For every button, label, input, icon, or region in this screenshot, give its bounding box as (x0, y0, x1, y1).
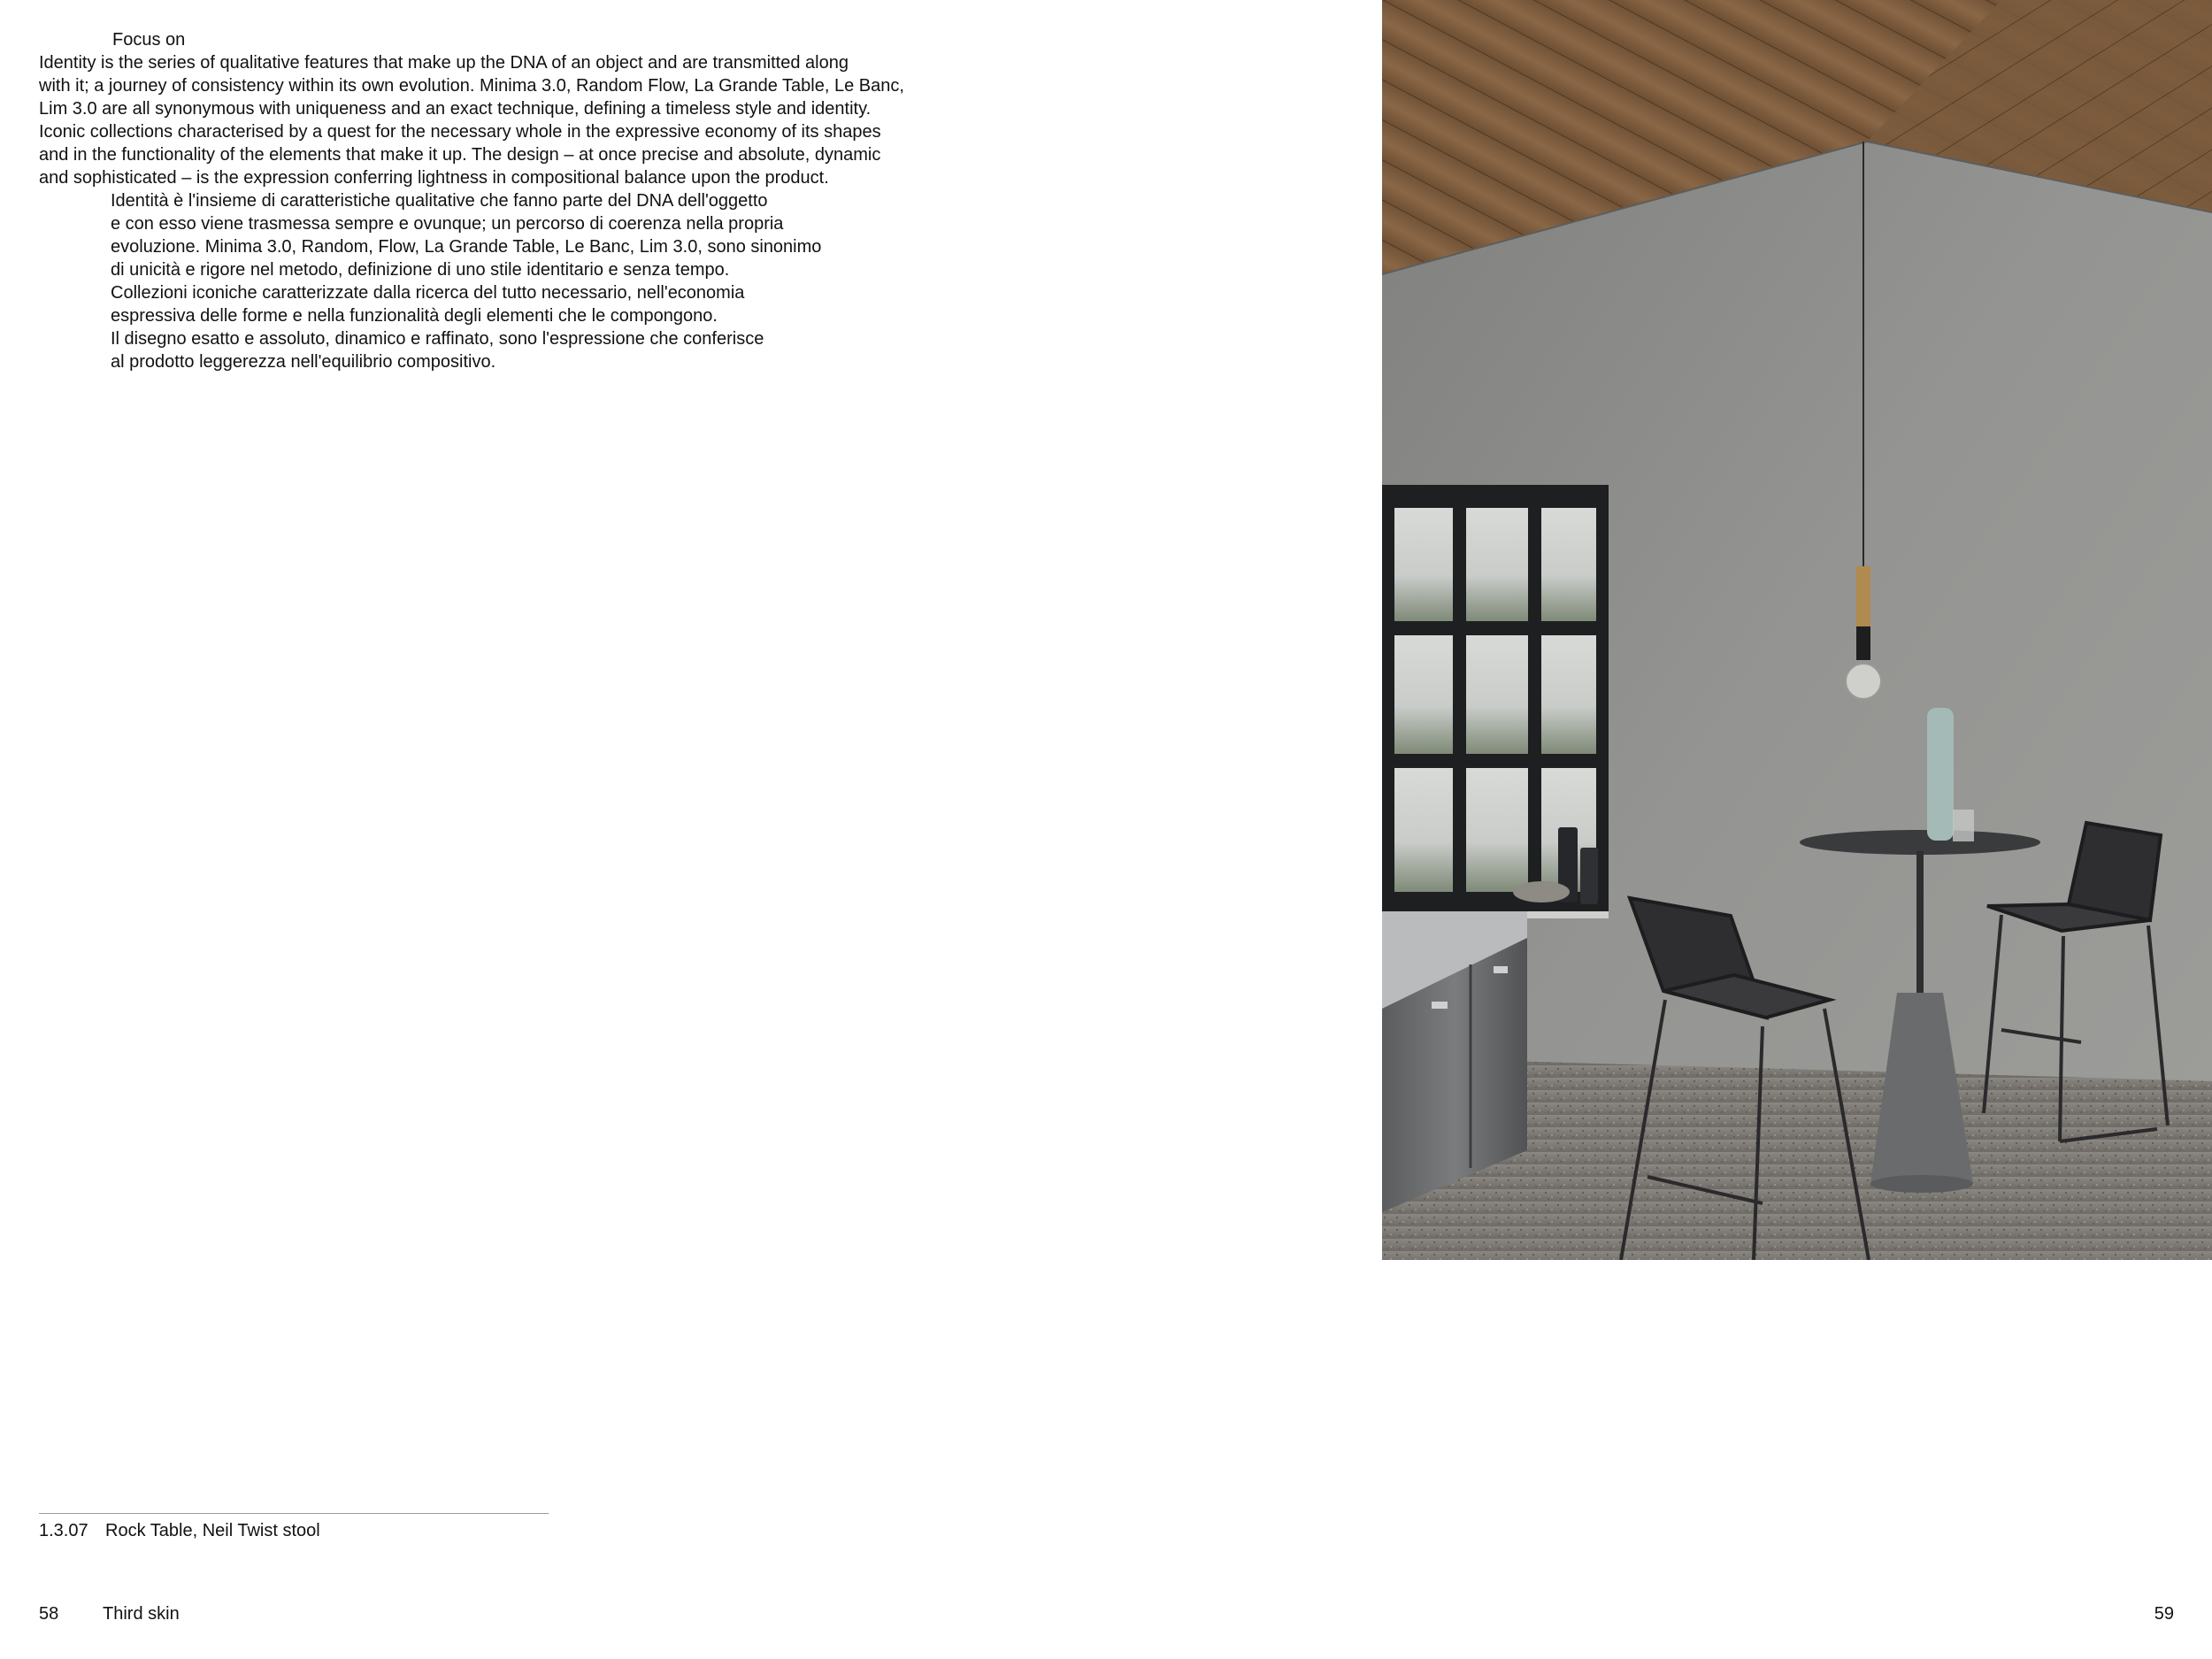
english-body-text (39, 51, 950, 189)
caption-text: Rock Table, Neil Twist stool (105, 1521, 320, 1540)
section-heading: Focus on (112, 30, 186, 50)
section-title: Third skin (103, 1604, 180, 1624)
right-page-number: 59 (2154, 1604, 2174, 1624)
italian-line: Il disegno esatto e assoluto, dinamico e raffinato, sono l'espressione che conferisce (111, 329, 764, 349)
interior-photo (1382, 0, 2212, 1260)
english-line: with it; a journey of consistency within its own evolution. Minima 3.0, Random Flow, La Grande Table, Le Banc, (39, 76, 904, 96)
english-line: Iconic collections characterised by a quest for the necessary whole in the expressive economy of its shapes (39, 122, 881, 142)
left-page-footer (39, 1602, 180, 1625)
glass-bottle (1927, 708, 1954, 841)
italian-line: di unicità e rigore nel metodo, definizione di uno stile identitario e senza tempo. (111, 260, 730, 280)
italian-line: evoluzione. Minima 3.0, Random, Flow, La Grande Table, Le Banc, Lim 3.0, sono sinonimo (111, 237, 822, 257)
italian-line: e con esso viene trasmessa sempre e ovunque; un percorso di coerenza nella propria (111, 214, 784, 234)
english-line: Identity is the series of qualitative features that make up the DNA of an object and are transmitted along (39, 53, 849, 73)
italian-line: Identità è l'insieme di caratteristiche qualitative che fanno parte del DNA dell'oggetto (111, 191, 768, 211)
left-page-number: 58 (39, 1604, 59, 1624)
english-line: and in the functionality of the elements that make it up. The design – at once precise and absolute, dynamic (39, 145, 881, 165)
caption-divider (39, 1513, 549, 1514)
italian-body-text (111, 189, 872, 373)
italian-line: espressiva delle forme e nella funzionalità degli elementi che le compongono. (111, 306, 718, 326)
italian-line: Collezioni iconiche caratterizzate dalla ricerca del tutto necessario, nell'economia (111, 283, 745, 303)
italian-line: al prodotto leggerezza nell'equilibrio compositivo. (111, 352, 496, 372)
english-line: Lim 3.0 are all synonymous with uniqueness and an exact technique, defining a timeless style and identity. (39, 99, 872, 119)
caption-number: 1.3.07 (39, 1521, 88, 1540)
english-line: and sophisticated – is the expression conferring lightness in compositional balance upon the product. (39, 168, 829, 188)
photo-caption (39, 1519, 320, 1542)
